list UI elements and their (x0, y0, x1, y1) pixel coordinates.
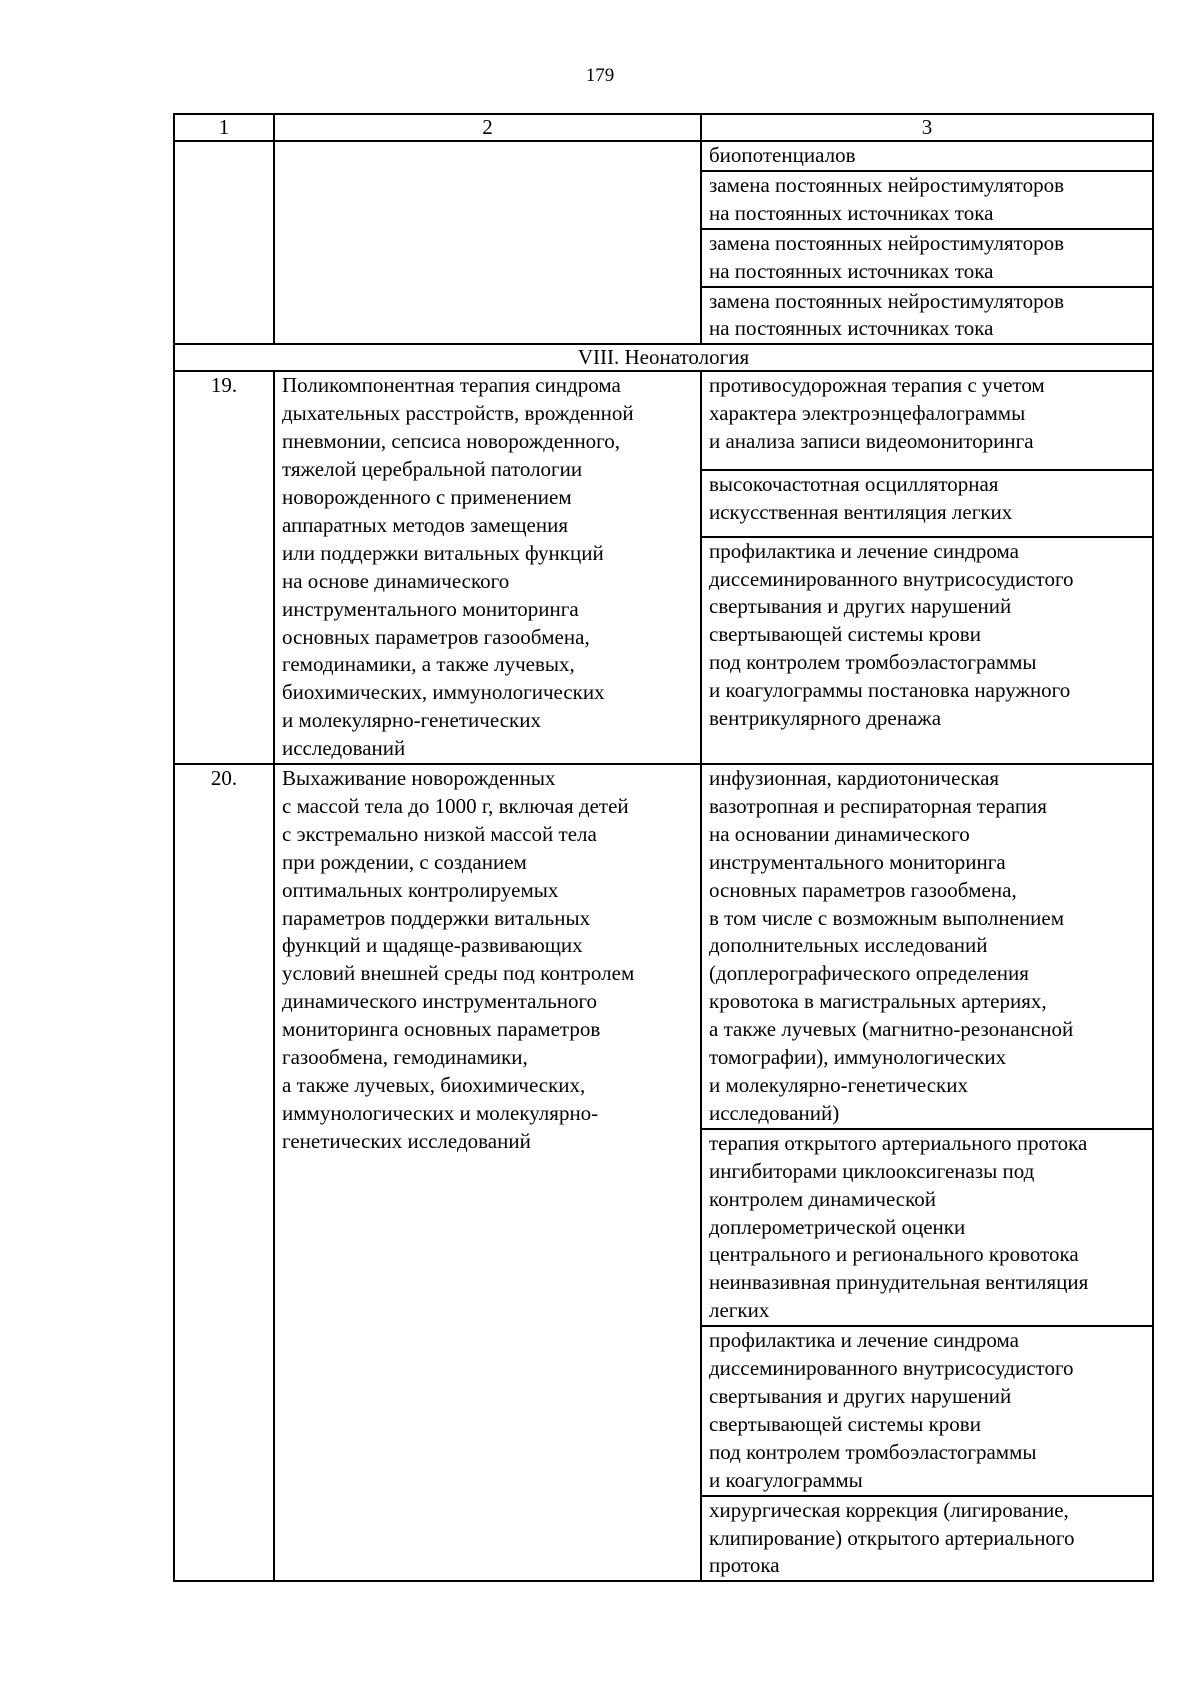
section-row (174, 344, 1153, 371)
text-line: условий внешней среды под контролем (282, 961, 635, 986)
column-header-1: 1 (174, 114, 274, 141)
text-line: диссеминированного внутрисосудистого (709, 1356, 1074, 1381)
text-line: основных параметров газообмена, (282, 624, 590, 649)
text-line: на постоянных источниках тока (709, 258, 994, 283)
column-header-3: 3 (701, 114, 1153, 141)
text-line: хирургическая коррекция (лигирование, (709, 1497, 1069, 1522)
text-line: терапия открытого артериального протока (709, 1130, 1088, 1155)
text-line: ингибиторами циклооксигеназы под (709, 1158, 1035, 1183)
method-cell (701, 1326, 1153, 1495)
text-line: пневмонии, сепсиса новорожденного, (282, 429, 621, 454)
method-cell (701, 171, 1153, 229)
text-line: иммунологических и молекулярно- (282, 1100, 599, 1125)
text-line: искусственная вентиляция легких (709, 499, 1013, 524)
method-cell (701, 537, 1153, 764)
text-line: исследований) (709, 1100, 840, 1125)
text-line: центрального и регионального кровотока (709, 1242, 1079, 1267)
text-line: биопотенциалов (709, 143, 856, 167)
text-line: замена постоянных нейростимуляторов (709, 172, 1064, 197)
method-cell (701, 229, 1153, 287)
text-line: параметров поддержки витальных (282, 905, 591, 930)
text-line: замена постоянных нейростимуляторов (709, 230, 1064, 255)
text-line: и анализа записи видеомониторинга (709, 429, 1034, 454)
text-line: (доплерографического определения (709, 961, 1029, 986)
text-line: под контролем тромбоэластограммы (709, 1439, 1037, 1464)
text-line: Выхаживание новорожденных (282, 766, 556, 791)
text-line: вазотропная и респираторная терапия (709, 793, 1047, 818)
text-line: динамического инструментального (282, 989, 598, 1014)
text-line: и молекулярно-генетических (282, 708, 541, 733)
text-line: свертывающей системы крови (709, 622, 981, 647)
text-line: или поддержки витальных функций (282, 540, 604, 565)
text-line: легких (709, 1298, 770, 1323)
text-line: свертывания и других нарушений (709, 594, 1012, 619)
row-number: 19. (174, 371, 274, 764)
text-line: профилактика и лечение синдрома (709, 538, 1019, 563)
continuation-row (174, 141, 1153, 171)
text-line: биохимических, иммунологических (282, 680, 605, 705)
text-line: замена постоянных нейростимуляторов (709, 288, 1064, 313)
method-cell (701, 470, 1153, 537)
text-line: и коагулограммы (709, 1467, 863, 1492)
text-line: доплерометрической оценки (709, 1214, 966, 1239)
text-line: гемодинамики, а также лучевых, (282, 652, 575, 677)
text-line: вентрикулярного дренажа (709, 706, 942, 731)
text-line: с массой тела до 1000 г, включая детей (282, 793, 629, 818)
text-line: исследований (282, 736, 406, 761)
method-cell (701, 141, 1153, 171)
text-line: дополнительных исследований (709, 933, 988, 958)
section-title: VIII. Неонатология (174, 344, 1153, 371)
text-line: тяжелой церебральной патологии (282, 457, 583, 482)
text-line: оптимальных контролируемых (282, 877, 559, 902)
column-header-2: 2 (274, 114, 701, 141)
text-line: при рождении, с созданием (282, 849, 527, 874)
row-description-cell (274, 141, 701, 344)
table-header-row (174, 114, 1153, 141)
text-line: неинвазивная принудительная вентиляция (709, 1270, 1089, 1295)
text-line: профилактика и лечение синдрома (709, 1328, 1019, 1353)
method-cell (701, 371, 1153, 470)
text-line: аппаратных методов замещения (282, 512, 569, 537)
row-number-cell (174, 141, 274, 344)
text-line: противосудорожная терапия с учетом (709, 373, 1045, 398)
text-line: инструментального мониторинга (282, 596, 579, 621)
text-line: основных параметров газообмена, (709, 877, 1017, 902)
text-line: Поликомпонентная терапия синдрома (282, 373, 621, 398)
page-number: 179 (585, 65, 615, 86)
table-row (174, 764, 1153, 1129)
text-line: диссеминированного внутрисосудистого (709, 566, 1074, 591)
text-line: дыхательных расстройств, врожденной (282, 401, 634, 426)
table-body (174, 141, 1153, 1581)
text-line: с экстремально низкой массой тела (282, 821, 597, 846)
text-line: свертывающей системы крови (709, 1411, 981, 1436)
text-line: протока (709, 1553, 780, 1578)
text-line: а также лучевых (магнитно-резонансной (709, 1017, 1074, 1042)
text-line: и коагулограммы постановка наружного (709, 678, 1071, 703)
text-line: новорожденного с применением (282, 484, 572, 509)
row-description (274, 371, 701, 764)
text-line: и молекулярно-генетических (709, 1073, 968, 1097)
row-description (274, 764, 701, 1581)
method-cell (701, 287, 1153, 345)
document-table (173, 113, 1154, 1582)
text-line: характера электроэнцефалограммы (709, 401, 1026, 426)
method-cell (701, 1129, 1153, 1326)
text-line: в том числе с возможным выполнением (709, 905, 1064, 930)
method-cell (701, 1496, 1153, 1582)
text-line: мониторинга основных параметров (282, 1017, 601, 1042)
text-line: на постоянных источниках тока (709, 200, 994, 225)
text-line: на основе динамического (282, 568, 510, 593)
text-line: инструментального мониторинга (709, 849, 1006, 874)
text-line: свертывания и других нарушений (709, 1383, 1012, 1408)
method-cell (701, 764, 1153, 1129)
text-line: высокочастотная осцилляторная (709, 472, 999, 497)
text-line: функций и щадяще-развивающих (282, 933, 583, 958)
text-line: клипирование) открытого артериального (709, 1525, 1075, 1550)
text-line: а также лучевых, биохимических, (282, 1073, 586, 1097)
text-line: инфузионная, кардиотоническая (709, 766, 1000, 791)
text-line: газообмена, гемодинамики, (282, 1045, 528, 1070)
text-line: генетических исследований (282, 1128, 531, 1153)
text-line: под контролем тромбоэластограммы (709, 650, 1037, 675)
row-number: 20. (174, 764, 274, 1581)
text-line: на постоянных источниках тока (709, 316, 994, 341)
text-line: контролем динамической (709, 1186, 936, 1211)
text-line: на основании динамического (709, 821, 970, 846)
text-line: томографии), иммунологических (709, 1045, 1007, 1070)
table-row (174, 371, 1153, 470)
text-line: кровотока в магистральных артериях, (709, 989, 1047, 1014)
